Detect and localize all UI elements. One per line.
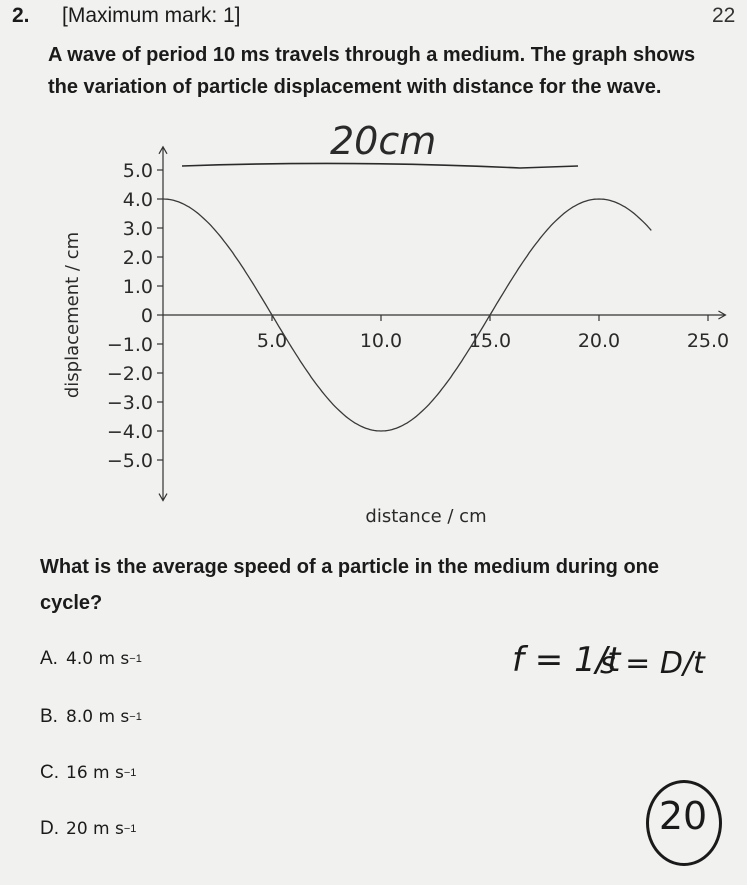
option-a-letter: A. bbox=[40, 648, 58, 669]
max-mark: [Maximum mark: 1] bbox=[62, 4, 241, 27]
y-tick-label: 5.0 bbox=[122, 160, 153, 182]
y-tick-label: 2.0 bbox=[122, 247, 153, 269]
y-tick-label: 3.0 bbox=[122, 218, 153, 240]
option-a-value: 4.0 m s bbox=[66, 649, 130, 669]
x-tick-label: 25.0 bbox=[686, 330, 730, 352]
y-axis bbox=[107, 147, 167, 501]
question-number: 2. bbox=[12, 4, 30, 27]
option-b-exponent: −1 bbox=[129, 711, 142, 723]
y-tick-label: −1.0 bbox=[106, 334, 153, 356]
y-tick-label: −5.0 bbox=[106, 450, 153, 472]
question-stem-line-1: A wave of period 10 ms travels through a medium. The graph shows bbox=[48, 44, 696, 66]
option-c-value: 16 m s bbox=[66, 763, 124, 783]
option-d-exponent: −1 bbox=[123, 823, 137, 835]
x-axis bbox=[163, 311, 729, 352]
y-tick-label: 4.0 bbox=[122, 189, 153, 211]
option-c-letter: C. bbox=[40, 762, 59, 783]
option-b-value: 8.0 m s bbox=[66, 707, 130, 727]
option-c[interactable] bbox=[40, 762, 136, 784]
formula-speed-note: s = D/t bbox=[600, 646, 705, 681]
wavelength-note: 20cm bbox=[330, 119, 437, 163]
option-d-letter: D. bbox=[40, 818, 59, 839]
option-a[interactable] bbox=[40, 648, 142, 670]
option-a-exponent: −1 bbox=[129, 653, 142, 665]
circled-answer: 20 bbox=[658, 794, 708, 838]
x-tick-label: 15.0 bbox=[468, 330, 512, 352]
y-tick-label: −2.0 bbox=[106, 363, 153, 385]
question-prompt-line-1: What is the average speed of a particle in the medium during one bbox=[40, 556, 660, 578]
page-number: 22 bbox=[712, 4, 736, 27]
y-tick-label: −3.0 bbox=[106, 392, 153, 414]
option-d[interactable] bbox=[40, 818, 136, 840]
x-axis-label: distance / cm bbox=[365, 506, 487, 527]
x-tick-label: 5.0 bbox=[256, 330, 288, 352]
question-stem-line-2: the variation of particle displacement with distance for the wave. bbox=[48, 76, 662, 98]
option-b-letter: B. bbox=[40, 706, 58, 727]
y-axis-label: displacement / cm bbox=[62, 231, 83, 399]
formula-frequency-note: f = 1/t bbox=[512, 640, 621, 680]
wave-graph bbox=[0, 110, 747, 540]
y-tick-label: 1.0 bbox=[122, 276, 153, 298]
question-prompt-line-2: cycle? bbox=[40, 592, 103, 614]
option-c-exponent: −1 bbox=[123, 767, 137, 779]
option-b[interactable] bbox=[40, 706, 142, 728]
y-tick-label: 0 bbox=[140, 305, 153, 327]
y-tick-label: −4.0 bbox=[106, 421, 153, 443]
x-tick-label: 20.0 bbox=[577, 330, 621, 352]
wavelength-marker-line bbox=[182, 163, 578, 168]
option-d-value: 20 m s bbox=[66, 819, 124, 839]
x-tick-label: 10.0 bbox=[359, 330, 403, 352]
